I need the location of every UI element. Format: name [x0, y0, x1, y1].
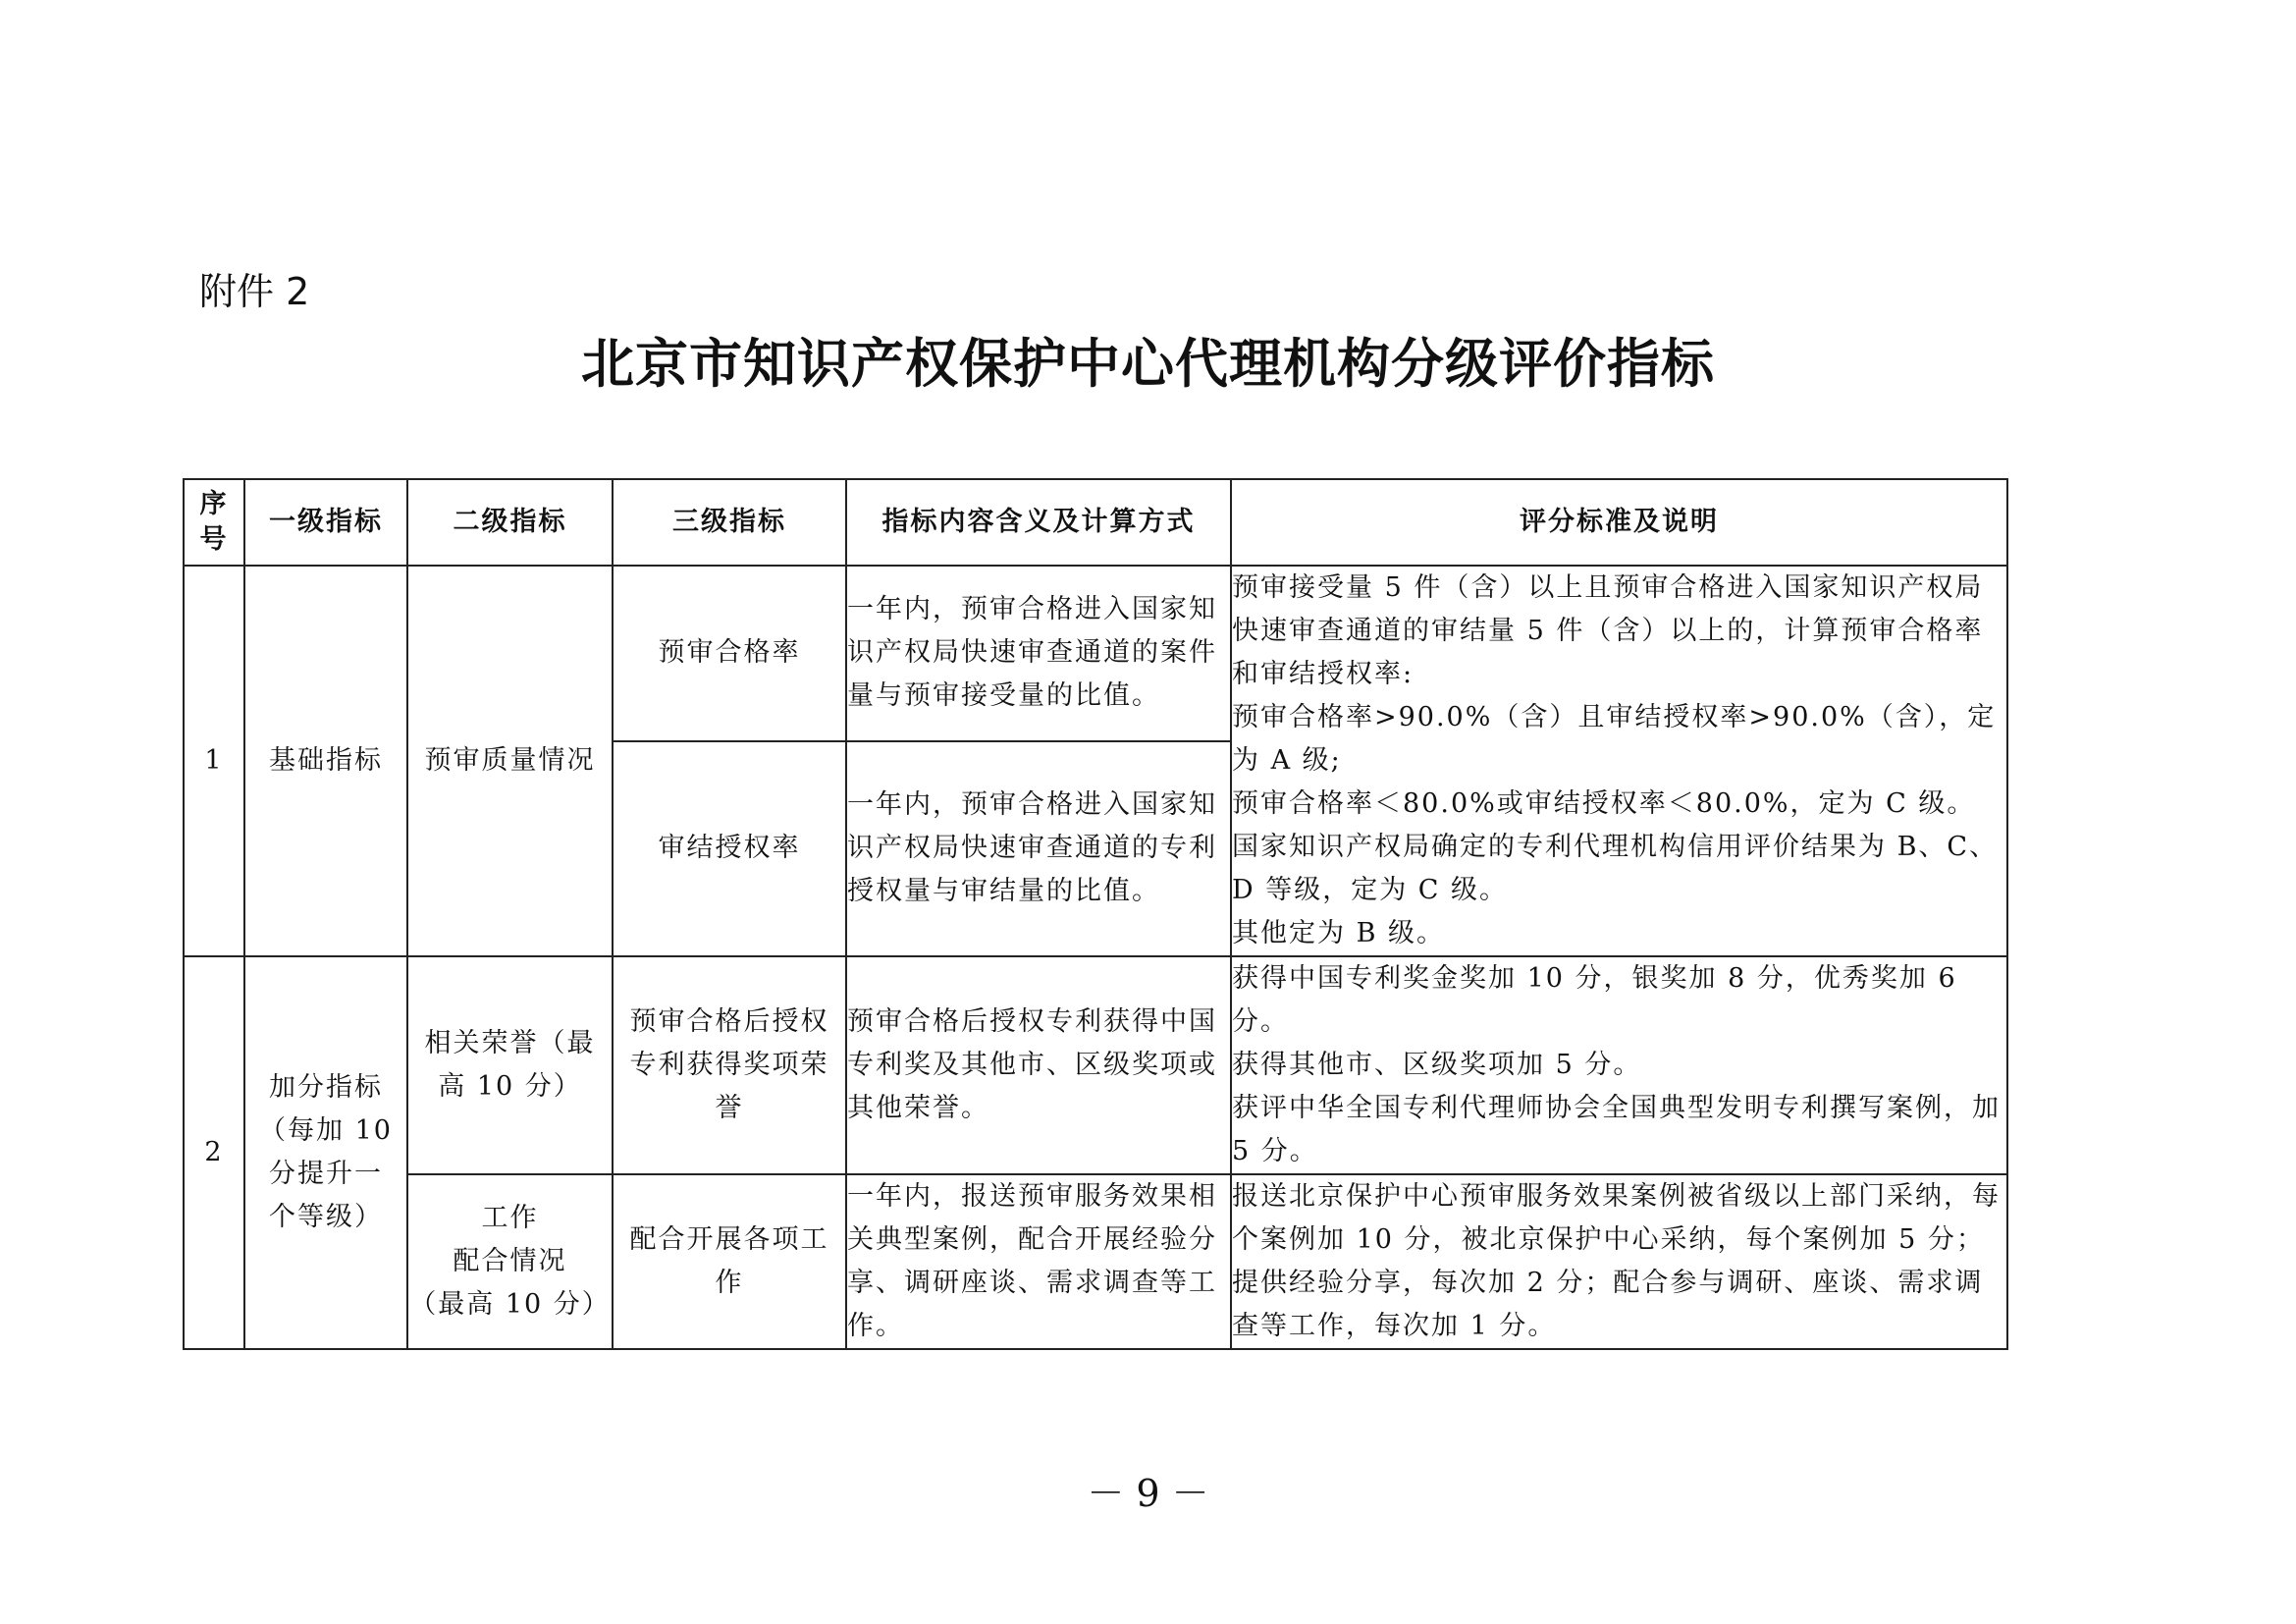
annex-label: 附件 2 [199, 270, 310, 313]
row1a-meaning: 一年内，预审合格进入国家知识产权局快速审查通道的案件量与预审接受量的比值。 [846, 566, 1231, 741]
row1-scoring: 预审接受量 5 件（含）以上且预审合格进入国家知识产权局快速审查通道的审结量 5 件（含）以上的，计算预审合格率和审结授权率: 预审合格率>90.0%（含）且审结授权率>90.0%（含），定为 A 级; 预审合格率＜80.0%或审结授权率＜80.0%，定为 C 级。 国家知识产权局确定的专利代理机构信用评价结果为 B、C、D 等级，定为 C 级。 其他定为 B 级。 [1231, 566, 2007, 956]
table-row [184, 956, 2007, 1174]
evaluation-index-table [183, 478, 2008, 1350]
header-seq: 序 号 [184, 479, 244, 566]
header-scoring: 评分标准及说明 [1231, 479, 2007, 566]
row2b-level3: 配合开展各项工 作 [613, 1174, 846, 1349]
row1-level2: 预审质量情况 [407, 566, 613, 956]
row1b-level3: 审结授权率 [613, 741, 846, 956]
table-row [184, 1174, 2007, 1349]
row2b-scoring: 报送北京保护中心预审服务效果案例被省级以上部门采纳，每个案例加 10 分，被北京保护中心采纳，每个案例加 5 分；提供经验分享，每次加 2 分；配合参与调研、座谈、需求调查等工作，每次加 1 分。 [1231, 1174, 2007, 1349]
row2b-meaning: 一年内，报送预审服务效果相关典型案例，配合开展经验分享、调研座谈、需求调查等工作。 [846, 1174, 1231, 1349]
row1-seq: 1 [184, 566, 244, 956]
table-row [184, 566, 2007, 741]
header-level2: 二级指标 [407, 479, 613, 566]
document-title: 北京市知识产权保护中心代理机构分级评价指标 [581, 332, 1715, 395]
page-number: － 9 － [1087, 1472, 1209, 1515]
row2a-level2: 相关荣誉（最 高 10 分） [407, 956, 613, 1174]
row2b-level2: 工作 配合情况 （最高 10 分） [407, 1174, 613, 1349]
row2a-meaning: 预审合格后授权专利获得中国专利奖及其他市、区级奖项或其他荣誉。 [846, 956, 1231, 1174]
header-level1: 一级指标 [244, 479, 407, 566]
row1a-level3: 预审合格率 [613, 566, 846, 741]
row1b-meaning: 一年内，预审合格进入国家知识产权局快速审查通道的专利授权量与审结量的比值。 [846, 741, 1231, 956]
row2-level1: 加分指标 （每加 10 分提升一 个等级） [244, 956, 407, 1349]
header-row [184, 479, 2007, 566]
row2a-scoring: 获得中国专利奖金奖加 10 分，银奖加 8 分，优秀奖加 6 分。 获得其他市、区级奖项加 5 分。 获评中华全国专利代理师协会全国典型发明专利撰写案例，加 5 分。 [1231, 956, 2007, 1174]
row2-seq: 2 [184, 956, 244, 1349]
row1-level1: 基础指标 [244, 566, 407, 956]
row2a-level3: 预审合格后授权 专利获得奖项荣 誉 [613, 956, 846, 1174]
header-meaning: 指标内容含义及计算方式 [846, 479, 1231, 566]
header-level3: 三级指标 [613, 479, 846, 566]
